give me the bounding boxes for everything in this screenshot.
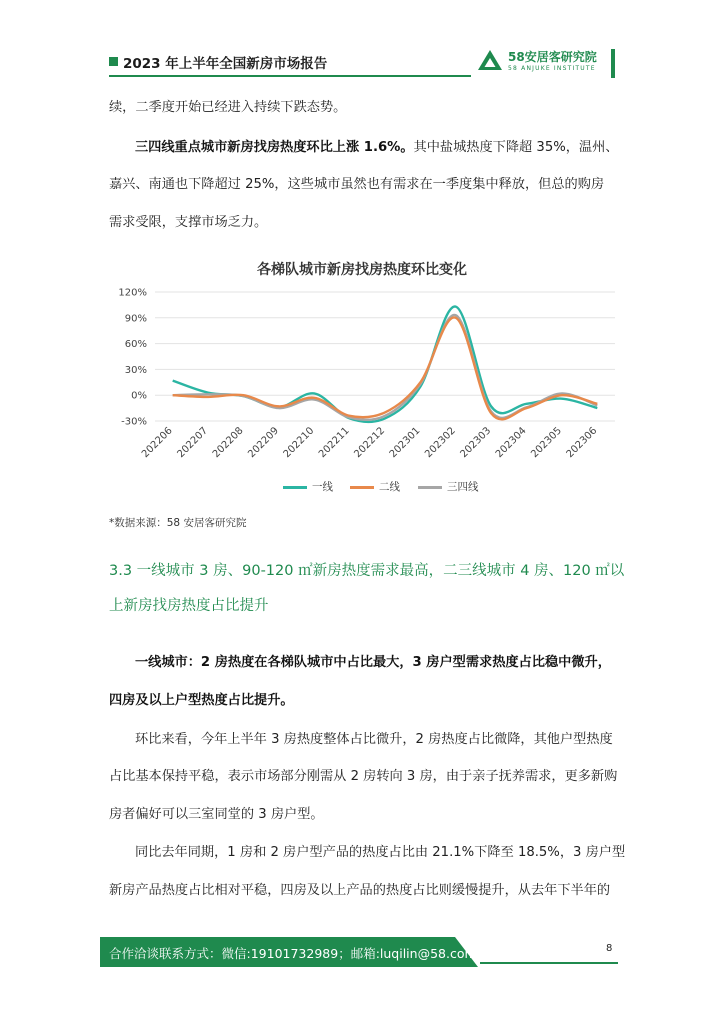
chart-title: 各梯队城市新房找房热度环比变化 [257, 262, 467, 278]
legend-swatch [350, 486, 374, 489]
x-tick-label: 202210 [281, 425, 317, 461]
x-tick-label: 202207 [175, 425, 211, 461]
x-tick-label: 202212 [352, 425, 388, 461]
y-tick-label: 60% [124, 339, 147, 351]
x-tick-label: 202209 [246, 425, 281, 461]
paragraph-line: 新房产品热度占比相对平稳，四房及以上产品的热度占比则缓慢提升，从去年下半年的 [109, 883, 611, 898]
y-tick-label: 0% [131, 390, 147, 402]
legend-item-tier2 [350, 479, 400, 494]
legend-label: 三四线 [447, 481, 479, 493]
legend-label: 一线 [312, 481, 333, 493]
y-tick-label: 30% [124, 364, 147, 376]
contact-info: 合作洽谈联系方式：微信:19101732989；邮箱:luqilin@58.com; [109, 946, 481, 961]
legend-label: 二线 [379, 481, 400, 493]
legend-swatch [283, 486, 307, 489]
y-tick-label: 90% [124, 313, 147, 325]
section-heading: 上新房找房热度占比提升 [109, 598, 269, 614]
data-source-note: *数据来源：58 安居客研究院 [109, 517, 247, 529]
page-number: 8 [606, 943, 613, 954]
x-tick-label: 202303 [458, 425, 494, 461]
section-heading: 3.3 一线城市 3 房、90-120 ㎡新房热度需求最高，二三线城市 4 房、120 ㎡以 [109, 563, 625, 579]
paragraph-line: 同比去年同期，1 房和 2 房户型产品的热度占比由 21.1%下降至 18.5%，3 房户型 [135, 845, 626, 860]
subheading-line [109, 694, 619, 707]
subheading-line [135, 656, 645, 669]
legend-item-tier34 [418, 479, 479, 494]
paragraph-line: 房者偏好可以三室同堂的 3 房户型。 [109, 807, 324, 822]
paragraph-line: 续，二季度开始已经进入持续下跌态势。 [109, 100, 347, 115]
paragraph-line: 嘉兴、南通也下降超过 25%，这些城市虽然也有需求在一季度集中释放，但总的购房 [109, 177, 605, 192]
paragraph-line: 需求受限，支撑市场乏力。 [109, 215, 268, 230]
subheading-text: 一线城市：2 房热度在各梯队城市中占比最大，3 房户型需求热度占比稳中微升， [135, 655, 611, 670]
logo-subtitle: 58 ANJUKE INSTITUTE [508, 65, 596, 72]
x-tick-label: 202208 [210, 425, 246, 461]
x-tick-label: 202301 [387, 425, 423, 461]
header-divider [109, 75, 471, 77]
report-title: 2023 年上半年全国新房市场报告 [123, 56, 328, 72]
logo-house-icon [477, 49, 503, 71]
subheading-text: 四房及以上户型热度占比提升。 [109, 693, 294, 708]
x-tick-label: 202305 [529, 425, 565, 461]
x-tick-label: 202211 [316, 425, 352, 461]
series-line-3 [173, 315, 598, 420]
logo-name: 58安居客研究院 [508, 50, 597, 64]
x-tick-label: 202304 [493, 425, 529, 461]
paragraph-line: 占比基本保持平稳，表示市场部分刚需从 2 房转向 3 房，由于亲子抚养需求，更多新购 [109, 769, 618, 784]
paragraph-line: 环比来看，今年上半年 3 房热度整体占比微升，2 房热度占比微降，其他户型热度 [135, 732, 613, 747]
header-marker [109, 57, 118, 66]
paragraph-line [135, 141, 645, 154]
x-tick-label: 202302 [423, 425, 458, 461]
x-tick-label: 202206 [140, 425, 175, 461]
y-tick-label: -30% [121, 416, 147, 428]
line-chart [100, 280, 630, 495]
y-tick-label: 120% [118, 287, 147, 299]
paragraph-text: 其中盐城热度下降超 35%，温州、 [413, 140, 619, 155]
legend-swatch [418, 486, 442, 489]
bold-lead: 三四线重点城市新房找房热度环比上涨 1.6%。 [135, 140, 414, 155]
footer-divider [480, 962, 618, 964]
header-side-bar [611, 49, 615, 78]
x-tick-label: 202306 [564, 425, 600, 461]
legend-item-tier1 [283, 479, 333, 494]
